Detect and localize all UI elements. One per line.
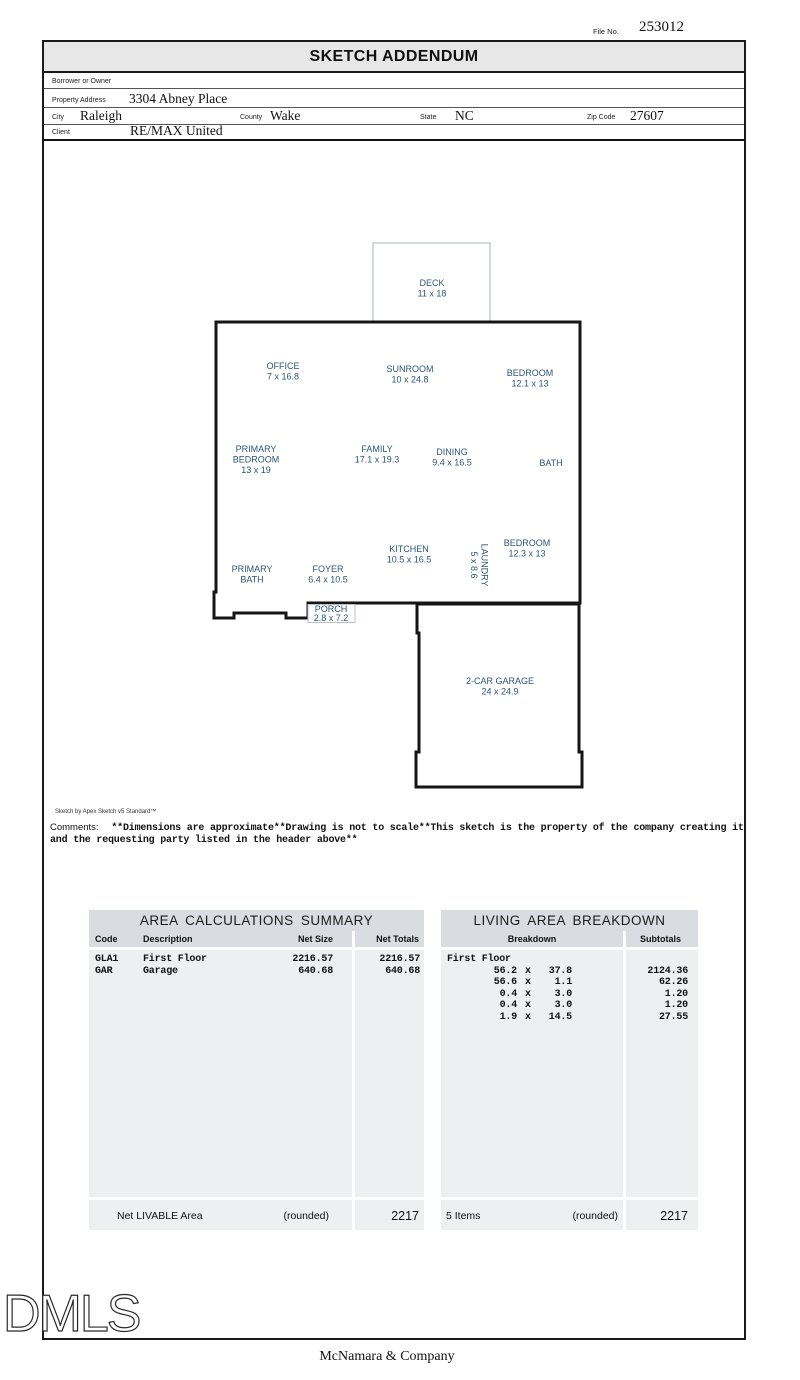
times-sign: x: [525, 965, 531, 977]
page-title: SKETCH ADDENDUM: [44, 42, 744, 73]
cell-description: Garage: [143, 965, 178, 977]
state-value: NC: [455, 108, 474, 123]
dmls-watermark: [0, 1284, 150, 1348]
client-value: RE/MAX United: [130, 123, 223, 138]
dim-b: 3.0: [554, 988, 572, 1000]
breakdown-column-divider: [623, 931, 626, 1230]
breakdown-row: [441, 966, 698, 978]
times-sign: x: [525, 977, 531, 988]
dim-a: 56.6: [493, 977, 517, 988]
summary-table-footer: [89, 1200, 424, 1230]
col-header-breakdown: Breakdown: [507, 934, 557, 944]
room-dims-foyer: 6.4 x 10.5: [308, 574, 348, 585]
comments-text-line2: and the requesting party listed in the header above**: [50, 835, 358, 846]
room-label-bath: BATH: [539, 458, 563, 468]
state-label: State: [420, 114, 437, 121]
room-label-dining: DINING: [436, 447, 468, 457]
zip-code-label: Zip Code: [587, 114, 616, 121]
cell-code: GAR: [95, 965, 113, 977]
cell-code: GLA1: [95, 954, 119, 965]
section-label: First Floor: [447, 954, 511, 965]
city-label: City: [52, 114, 65, 121]
col-header-net-totals: Net Totals: [376, 934, 419, 944]
summary-table-header: [89, 910, 424, 947]
times-sign: x: [525, 1000, 531, 1011]
property-address-label: Property Address: [52, 97, 106, 104]
rounded-label: (rounded): [283, 1210, 329, 1222]
form-row-client: [44, 125, 744, 141]
living-area-breakdown-table: [441, 910, 698, 1230]
borrower-label: Borrower or Owner: [52, 78, 112, 85]
breakdown-row: [441, 1012, 698, 1024]
area-calculations-summary-table: [89, 910, 424, 1230]
col-header-code: Code: [95, 934, 118, 944]
zip-code-value: 27607: [630, 108, 664, 123]
room-dims-kitchen: 10.5 x 16.5: [386, 554, 432, 565]
times-sign: x: [525, 1011, 531, 1023]
dim-b: 3.0: [554, 1000, 572, 1011]
section-row: [441, 954, 698, 966]
col-header-subtotals: Subtotals: [639, 934, 681, 944]
subtotal: 1.20: [664, 988, 688, 1000]
dim-b: 14.5: [548, 1011, 572, 1023]
room-dims-primary-bedroom: 13 x 19: [241, 465, 271, 475]
breakdown-table-footer: [441, 1200, 698, 1230]
room-dims-laundry: 5 x 8.6: [469, 551, 479, 579]
breakdown-row: [441, 1000, 698, 1012]
col-header-net-size: Net Size: [297, 934, 333, 944]
cell-net-totals: 2216.57: [379, 954, 420, 965]
room-label-bedroom-top: BEDROOM: [506, 368, 554, 378]
summary-column-divider: [352, 931, 355, 1230]
subtotal: 27.55: [658, 1011, 688, 1023]
breakdown-row: [441, 977, 698, 989]
room-label-laundry: LAUNDRY: [479, 543, 490, 587]
subtotal: 2124.36: [647, 965, 688, 977]
room-label-kitchen: KITCHEN: [389, 544, 429, 554]
form-row-property: [44, 89, 744, 108]
dim-b: 1.1: [554, 977, 572, 988]
times-sign: x: [525, 988, 531, 1000]
city-value: Raleigh: [80, 108, 122, 123]
dim-a: 0.4: [499, 988, 517, 1000]
comments-text-line1: **Dimensions are approximate**Drawing is not to scale**This sketch is the property of the company creating it: [111, 823, 744, 834]
client-label: Client: [52, 129, 70, 136]
cell-net-size: 640.68: [298, 965, 333, 977]
room-dims-family: 17.1 x 19.3: [354, 454, 400, 465]
dim-a: 1.9: [499, 1011, 517, 1023]
room-dims-office: 7 x 16.8: [266, 371, 300, 382]
room-dims-porch: 2.8 x 7.2: [313, 613, 349, 623]
dim-b: 37.8: [548, 965, 572, 977]
dim-a: 56.2: [493, 965, 517, 977]
dmls-watermark-text: DMLS: [3, 1285, 140, 1343]
room-label-porch: PORCH: [314, 604, 348, 614]
table-row: [89, 954, 424, 966]
room-dims-sunroom: 10 x 24.8: [391, 374, 429, 385]
room-dims-bedroom-top: 12.1 x 13: [511, 378, 549, 389]
county-label: County: [240, 114, 263, 121]
floorplan-sketch: [190, 235, 610, 805]
file-no-label: File No.: [593, 27, 619, 36]
items-count-label: 5 Items: [446, 1210, 481, 1222]
form-row-borrower: [44, 73, 744, 89]
sketch-by-note: Sketch by Apex Sketch v5 Standard™: [55, 809, 157, 815]
file-no-value: 253012: [639, 19, 684, 35]
breakdown-table-body: [441, 950, 698, 1197]
cell-description: First Floor: [143, 954, 207, 965]
subtotal: 1.20: [664, 1000, 688, 1011]
summary-table-body: [89, 950, 424, 1197]
summary-table-title: AREA CALCULATIONS SUMMARY: [139, 913, 374, 928]
cell-net-size: 2216.57: [292, 954, 333, 965]
room-label-family: FAMILY: [361, 444, 393, 454]
room-dims-deck: 11 x 18: [417, 288, 447, 299]
room-label-primary-bedroom-2: BEDROOM: [232, 454, 280, 465]
rounded-label: (rounded): [572, 1210, 618, 1222]
room-dims-dining: 9.4 x 16.5: [432, 457, 472, 468]
comments-label: Comments:: [50, 822, 99, 833]
breakdown-table-header: [441, 910, 698, 947]
comments-section: [50, 822, 750, 846]
breakdown-table-title: LIVING AREA BREAKDOWN: [473, 913, 666, 928]
room-label-office: OFFICE: [266, 361, 300, 371]
room-dims-bedroom-right: 12.3 x 13: [508, 548, 546, 559]
breakdown-total: 2217: [660, 1209, 688, 1223]
room-label-primary-bath-2: BATH: [240, 574, 264, 585]
room-label-sunroom: SUNROOM: [386, 364, 434, 374]
room-label-bedroom-right: BEDROOM: [503, 538, 551, 548]
dim-a: 0.4: [499, 1000, 517, 1011]
room-label-deck: DECK: [419, 278, 445, 288]
col-header-description: Description: [143, 934, 193, 944]
net-livable-area-label: Net LIVABLE Area: [117, 1210, 203, 1222]
cell-net-totals: 640.68: [385, 965, 420, 977]
room-label-primary-bath-1: PRIMARY: [231, 564, 273, 574]
county-value: Wake: [270, 108, 301, 123]
company-footer: McNamara & Company: [319, 1349, 455, 1364]
net-livable-total: 2217: [391, 1209, 419, 1223]
room-label-foyer: FOYER: [312, 564, 344, 574]
room-label-garage: 2-CAR GARAGE: [465, 676, 535, 686]
subtotal: 62.26: [658, 977, 688, 988]
room-dims-garage: 24 x 24.9: [481, 686, 519, 697]
room-label-primary-bedroom-1: PRIMARY: [235, 444, 277, 454]
table-row: [89, 966, 424, 978]
breakdown-row: [441, 989, 698, 1001]
property-address-value: 3304 Abney Place: [129, 91, 228, 106]
